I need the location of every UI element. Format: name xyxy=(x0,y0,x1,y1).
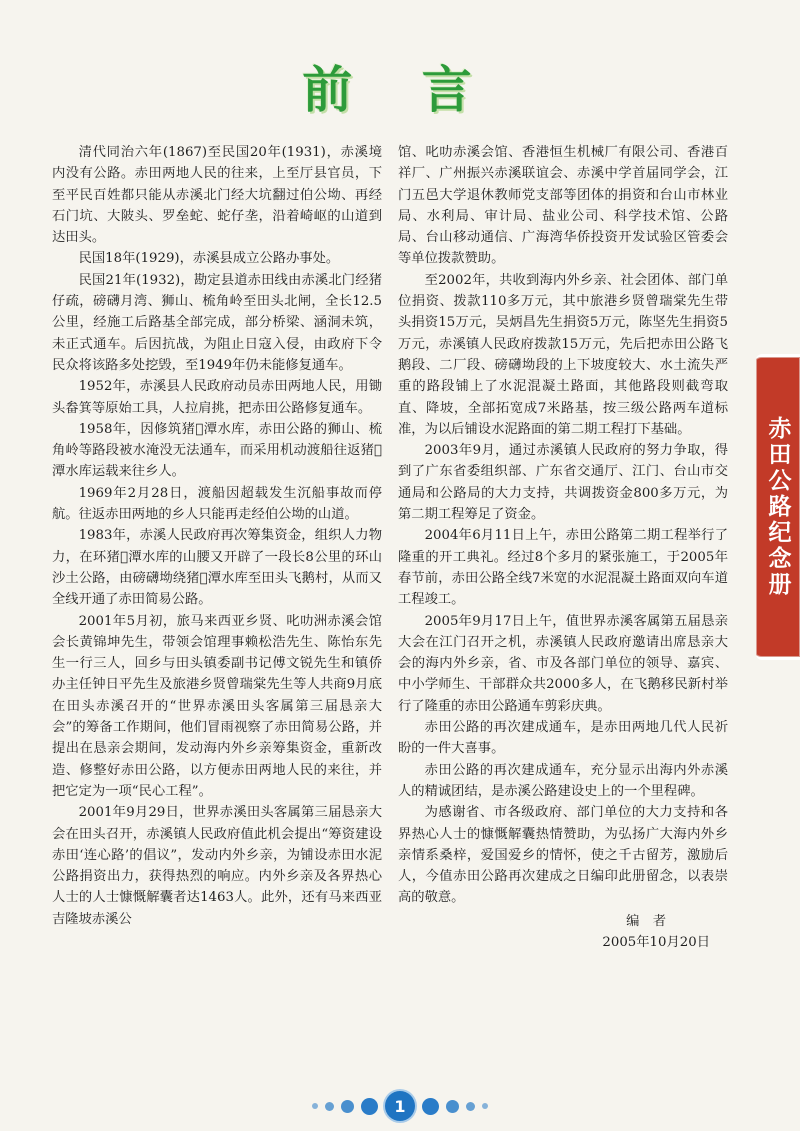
paragraph: 2004年6月11日上午，赤田公路第二期工程举行了隆重的开工典礼。经过8个多月的紧张施工，于2005年春节前，赤田公路全线7米宽的水泥混凝土路面双向车道工程竣工。 xyxy=(398,528,728,608)
page-footer xyxy=(0,1090,800,1122)
dot-decoration xyxy=(482,1103,488,1109)
paragraph: 赤田公路的再次建成通车，是赤田两地几代人民祈盼的一件大喜事。 xyxy=(398,720,728,757)
dot-decoration xyxy=(312,1103,318,1109)
dot-decoration xyxy=(341,1100,354,1113)
page-title: 前 言 xyxy=(302,61,498,119)
paragraph: 1952年，赤溪县人民政府动员赤田两地人民，用锄头畚箕等原始工具，人拉肩挑，把赤田公路修复通车。 xyxy=(52,379,382,416)
page-number: 1 xyxy=(385,1091,415,1121)
paragraph: 赤田公路的再次建成通车，充分显示出海内外赤溪人的精诚团结，是赤溪公路建设史上的一个里程碑。 xyxy=(398,762,728,799)
side-tab-label: 赤田公路纪念册 xyxy=(764,416,791,598)
dot-decoration xyxy=(325,1102,334,1111)
paragraph-continuation: 馆、叱叻赤溪会馆、香港恒生机械厂有限公司、香港百祥厂、广州振兴赤溪联谊会、赤溪中学首届同学会，江门五邑大学退休教师党支部等团体的捐资和台山市林业局、水利局、审计局、盐业公司、科学技术馆、公路局、台山移动通信、广海湾华侨投资开发试验区管委会等单位拨款赞助。 xyxy=(398,145,728,267)
paragraph: 至2002年，共收到海内外乡亲、社会团体、部门单位捐资、拨款110多万元，其中旅港乡贤曾瑞棠先生带头捐资15万元，吴炳昌先生捐资5万元，陈坚先生捐资5万元，赤溪镇人民政府拨款15万元，先后把赤田公路飞鹅段、二厂段、磅礴坳段的上下坡度较大、水土流失严重的路段铺上了水泥混凝土路面，其他路段则截弯取直、降坡，全部拓宽成7米路基，按三级公路两车道标准，为以后铺设水泥路面的第二期工程打下基础。 xyxy=(398,272,728,437)
dot-decoration xyxy=(422,1098,439,1115)
paragraph: 2005年9月17日上午，值世界赤溪客属第五届恳亲大会在江门召开之机，赤溪镇人民政府邀请出席恳亲大会的海内外乡亲，省、市及各部门单位的领导、嘉宾、中小学师生、干部群众共2000多人，在飞鹅移民新村举行了隆重的赤田公路通车剪彩庆典。 xyxy=(398,613,728,714)
side-tab xyxy=(756,354,800,660)
right-column xyxy=(398,142,728,953)
dot-decoration xyxy=(466,1102,475,1111)
signature-author: 编 者 xyxy=(626,913,666,929)
paragraph: 2001年5月初，旅马来西亚乡贤、叱叻洲赤溪会馆会长黄锦坤先生，带领会馆理事赖松浩先生、陈怡东先生一行三人，回乡与田头镇委副书记傅文锐先生和镇侨办主任钟日平先生及旅港乡贤曾瑞棠先生等人共商9月底在田头赤溪召开的“世界赤溪田头客属第三届恳亲大会”的筹备工作期间，他们冒雨视察了赤田简易公路，并提出在恳亲会期间，发动海内外乡亲筹集资金，重新改造、修整好赤田公路，以方便赤田两地人民的来往，并把它定为一项“民心工程”。 xyxy=(52,613,382,799)
signature-date: 2005年10月20日 xyxy=(602,934,710,950)
paragraph: 2003年9月，通过赤溪镇人民政府的努力争取，得到了广东省委组织部、广东省交通厅、江门、台山市交通局和公路局的大力支持，共调拨资金800多万元，为第二期工程筹足了资金。 xyxy=(398,443,728,523)
dot-decoration xyxy=(361,1098,378,1115)
dot-decoration xyxy=(446,1100,459,1113)
paragraph: 民国21年(1932)，勘定县道赤田线由赤溪北门经猪仔疏，磅礴月湾、狮山、梳角岭至田头北闸，全长12.5公里，经施工后路基全部完成，部分桥梁、涵洞未筑，未正式通车。后因抗战，为阻止日寇入侵，由政府下令民众将该路多处挖毁，至1949年仍未能修复通车。 xyxy=(52,272,382,373)
paragraph: 民国18年(1929)，赤溪县成立公路办事处。 xyxy=(78,251,340,267)
paragraph: 1983年，赤溪人民政府再次筹集资金，组织人力物力，在环猪𫐁潭水库的山腰又开辟了一段长8公里的环山沙土公路，由磅礴坳绕猪𫐁潭水库至田头飞鹅村，从而又全线开通了赤田简易公路。 xyxy=(52,528,382,608)
paragraph: 1958年，因修筑猪𫐁潭水库，赤田公路的狮山、梳角岭等路段被水淹没无法通车，而采用机动渡船往返猪𫐁潭水库运载来往乡人。 xyxy=(52,421,382,480)
left-column xyxy=(52,142,382,930)
paragraph: 1969年2月28日，渡船因超载发生沉船事故而停航。往返赤田两地的乡人只能再走经伯公坳的山道。 xyxy=(52,485,382,523)
paragraph: 为感谢省、市各级政府、部门单位的大力支持和各界热心人士的慷慨解囊热情赞助，为弘扬广大海内外乡亲情系桑梓，爱国爱乡的情怀，使之千古留芳，激励后人，今值赤田公路再次建成之日编印此册留念，以表崇高的敬意。 xyxy=(398,805,728,906)
paragraph: 清代同治六年(1867)至民国20年(1931)，赤溪境内没有公路。赤田两地人民的往来，上至厅县官员，下至平民百姓都只能从赤溪北门经大坑翻过伯公坳、再经石门坑、大陂头、罗垒蛇、蛇仔垄，沿着崎岖的山道到达田头。 xyxy=(52,145,382,246)
paragraph: 2001年9月29日，世界赤溪田头客属第三届恳亲大会在田头召开，赤溪镇人民政府值此机会提出“筹资建设赤田‘连心路’的倡议”，发动内外乡亲，为铺设赤田水泥公路捐资出力，获得热烈的响应。内外乡亲及各界热心人士的人士慷慨解囊者达1463人。此外，还有马来西亚吉隆坡赤溪公 xyxy=(52,805,382,927)
